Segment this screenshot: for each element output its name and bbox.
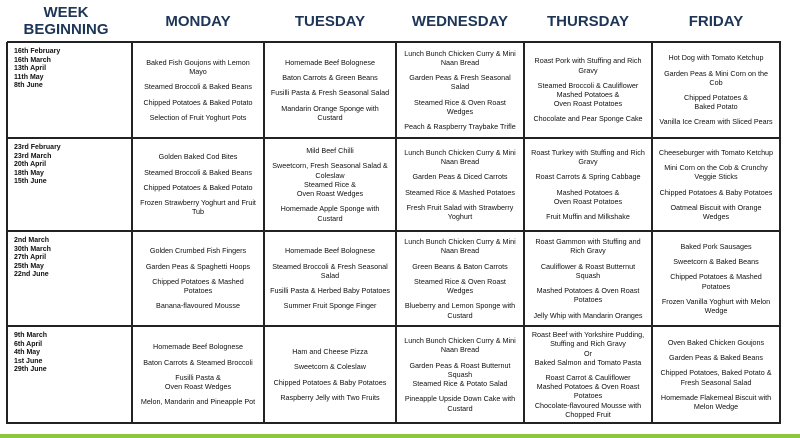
menu-item: Homemade Flakemeal Biscuit with Melon Wedge xyxy=(660,392,772,411)
menu-item: Sweetcorn & Baked Beans xyxy=(673,257,759,267)
menu-item: Raspberry Jelly with Two Fruits xyxy=(280,392,380,402)
menu-item: Summer Fruit Sponge Finger xyxy=(283,301,377,311)
menu-item: Roast Turkey with Stuffing and Rich Gravy xyxy=(531,147,645,167)
menu-item: Steamed Broccoli & Fresh Seasonal Salad xyxy=(272,261,388,280)
week-date: 2nd March xyxy=(14,237,50,244)
menu-cell xyxy=(530,328,646,421)
week-date: 16th February xyxy=(14,48,61,55)
menu-item: Baton Carrots & Steamed Broccoli xyxy=(143,357,253,367)
menu-item: Fusilli Pasta & Herbed Baby Potatoes xyxy=(270,286,390,296)
menu-cell xyxy=(138,328,258,421)
menu-item: Hot Dog with Tomato Ketchup xyxy=(668,53,764,63)
week-date: 9th March xyxy=(14,332,48,339)
menu-item: Garden Peas & Spaghetti Hoops xyxy=(145,261,251,271)
menu-cell xyxy=(658,233,774,324)
menu-cell xyxy=(138,44,258,136)
menu-cell xyxy=(658,328,774,421)
menu-item: Chipped Potatoes & Mashed Potatoes xyxy=(670,272,762,291)
week-date: 30th March xyxy=(14,245,51,253)
menu-item: Roast Carrots & Spring Cabbage xyxy=(535,172,641,182)
table-vertical-rule xyxy=(779,42,781,424)
menu-item: Steamed Rice & Mashed Potatoes xyxy=(405,187,515,197)
menu-item: Sweetcorn & Coleslaw xyxy=(294,362,366,372)
menu-item: Lunch Bunch Chicken Curry & Mini Naan Bread xyxy=(404,336,516,355)
menu-item: Homemade Apple Sponge with Custard xyxy=(280,204,380,223)
menu-cell xyxy=(270,328,390,421)
menu-item: Sweetcorn, Fresh Seasonal Salad & Coleslaw Steamed Rice & Oven Roast Wedges xyxy=(272,161,388,199)
menu-cell xyxy=(270,44,390,136)
week-date: 18th May xyxy=(14,169,44,177)
day-header-tuesday: TUESDAY xyxy=(294,12,366,30)
menu-item: Frozen Vanilla Yoghurt with Melon Wedge xyxy=(661,296,771,315)
menu-cell xyxy=(138,233,258,324)
menu-item: Roast Gammon with Stuffing and Rich Gravy xyxy=(535,237,641,256)
week-date: 16th March xyxy=(14,56,51,64)
week-date: 29th June xyxy=(14,366,47,374)
day-header-monday: MONDAY xyxy=(165,12,231,30)
menu-item: Roast Pork with Stuffing and Rich Gravy xyxy=(534,56,642,75)
menu-item: Lunch Bunch Chicken Curry & Mini Naan Bread xyxy=(404,48,516,67)
week-date: 13th April xyxy=(14,65,47,73)
menu-item: Chocolate and Pear Sponge Cake xyxy=(533,114,643,124)
menu-cell xyxy=(270,140,390,229)
menu-item: Garden Peas & Diced Carrots xyxy=(412,172,508,182)
menu-item: Steamed Rice & Oven Roast Wedges xyxy=(414,276,506,296)
menu-item: Fresh Fruit Salad with Strawberry Yoghurt xyxy=(406,202,514,221)
week-date: 27th April xyxy=(14,254,47,262)
table-vertical-rule xyxy=(651,42,653,424)
menu-item: Jelly Whip with Mandarin Oranges xyxy=(533,310,643,320)
menu-item: Mashed Potatoes & Oven Roast Potatoes xyxy=(553,187,623,206)
week-date: 22nd June xyxy=(14,271,49,279)
menu-item: Fusilli Pasta & Fresh Seasonal Salad xyxy=(270,88,390,98)
menu-item: Blueberry and Lemon Sponge with Custard xyxy=(404,301,516,320)
menu-cell xyxy=(402,44,518,136)
week-date: 23rd February xyxy=(14,144,61,151)
week-beginning-header xyxy=(0,0,132,42)
menu-item: Baked Pork Sausages xyxy=(680,241,752,251)
menu-item: Ham and Cheese Pizza xyxy=(292,347,368,357)
menu-item: Lunch Bunch Chicken Curry & Mini Naan Bread xyxy=(404,147,516,167)
menu-item: Garden Peas & Baked Beans xyxy=(669,353,763,363)
menu-item: Steamed Broccoli & Baked Beans xyxy=(144,167,252,177)
menu-item: Selection of Fruit Yoghurt Pots xyxy=(149,112,247,122)
menu-item: Roast Beef with Yorkshire Pudding, Stuffing and Rich Gravy Or Baked Salmon and Tomato Pasta xyxy=(531,330,645,367)
week-date: 11th May xyxy=(14,73,44,81)
menu-item: Steamed Rice & Oven Roast Wedges xyxy=(414,97,506,116)
menu-item: Chipped Potatoes & Baked Potato xyxy=(684,93,748,112)
menu-item: Chipped Potatoes & Baked Potato xyxy=(143,182,253,192)
week-dates-cell xyxy=(7,138,132,231)
table-vertical-rule xyxy=(523,42,525,424)
day-header-wednesday: WEDNESDAY xyxy=(411,12,509,30)
menu-cell xyxy=(530,140,646,229)
menu-item: Chipped Potatoes & Baked Potato xyxy=(143,97,253,107)
menu-item: Golden Baked Cod Bites xyxy=(158,152,238,162)
menu-item: Oatmeal Biscuit with Orange Wedges xyxy=(670,202,762,221)
menu-item: Vanilla Ice Cream with Sliced Pears xyxy=(659,117,773,127)
menu-item: Mandarin Orange Sponge with Custard xyxy=(281,103,379,122)
menu-item: Cauliflower & Roast Butternut Squash xyxy=(540,261,636,280)
week-date: 4th May xyxy=(14,349,41,357)
menu-cell xyxy=(270,233,390,324)
footer-accent-bar xyxy=(0,434,800,438)
menu-item: Homemade Beef Bolognese xyxy=(153,342,243,352)
menu-item: Cheeseburger with Tomato Ketchup xyxy=(658,147,774,157)
menu-item: Steamed Broccoli & Baked Beans xyxy=(144,82,252,92)
menu-item: Frozen Strawberry Yoghurt and Fruit Tub xyxy=(140,198,256,217)
menu-item: Baked Fish Goujons with Lemon Mayo xyxy=(146,57,250,77)
menu-item: Fruit Muffin and Milkshake xyxy=(546,211,630,221)
menu-cell xyxy=(530,233,646,324)
menu-item: Mashed Potatoes & Oven Roast Potatoes xyxy=(536,286,640,305)
menu-item: Banana-flavoured Mousse xyxy=(156,301,240,311)
menu-item: Fusilli Pasta & Oven Roast Wedges xyxy=(164,372,232,392)
table-vertical-rule xyxy=(395,42,397,424)
menu-item: Mini Corn on the Cob & Crunchy Veggie Sticks xyxy=(664,163,768,182)
menu-cell xyxy=(402,140,518,229)
menu-cell xyxy=(402,233,518,324)
menu-item: Chipped Potatoes & Baby Potatoes xyxy=(659,187,773,197)
menu-item: Homemade Beef Bolognese xyxy=(285,57,375,67)
week-date: 25th May xyxy=(14,262,44,270)
header-row xyxy=(0,0,800,42)
week-dates-cell xyxy=(7,326,132,423)
menu-item: Melon, Mandarin and Pineapple Pot xyxy=(140,397,256,407)
week-date: 15th June xyxy=(14,178,47,186)
menu-item: Garden Peas & Roast Butternut Squash Steamed Rice & Potato Salad xyxy=(409,360,511,389)
menu-item: Homemade Beef Bolognese xyxy=(285,246,375,256)
menu-item: Roast Carrot & Cauliflower Mashed Potatoes & Oven Roast Potatoes Chocolate-flavoured Mousse with Chopped Fruit xyxy=(534,372,642,419)
week-dates-cell xyxy=(7,231,132,326)
day-header-thursday: THURSDAY xyxy=(547,12,629,30)
week-date: 23rd March xyxy=(14,152,52,160)
menu-item: Peach & Raspberry Traybake Trifle xyxy=(404,122,516,131)
menu-cell xyxy=(530,44,646,136)
menu-item: Golden Crumbed Fish Fingers xyxy=(149,246,247,256)
menu-cell xyxy=(658,44,774,136)
menu-item: Chipped Potatoes & Baby Potatoes xyxy=(273,377,387,387)
week-header-line: WEEK xyxy=(43,4,89,21)
menu-item: Chipped Potatoes & Mashed Potatoes xyxy=(152,276,244,296)
week-date: 20th April xyxy=(14,161,47,169)
table-vertical-rule xyxy=(263,42,265,424)
menu-item: Oven Baked Chicken Goujons xyxy=(667,337,765,347)
day-header-friday: FRIDAY xyxy=(688,12,744,30)
week-header-line: BEGINNING xyxy=(23,21,109,38)
menu-cell xyxy=(658,140,774,229)
menu-item: Green Beans & Baton Carrots xyxy=(412,261,508,271)
menu-item: Lunch Bunch Chicken Curry & Mini Naan Bread xyxy=(404,237,516,256)
menu-item: Pineapple Upside Down Cake with Custard xyxy=(404,394,516,413)
menu-item: Garden Peas & Mini Corn on the Cob xyxy=(664,68,768,87)
menu-cell xyxy=(402,328,518,421)
week-date: 8th June xyxy=(14,82,43,90)
menu-item: Garden Peas & Fresh Seasonal Salad xyxy=(409,73,511,92)
menu-item: Baton Carrots & Green Beans xyxy=(282,73,378,83)
menu-item: Steamed Broccoli & Cauliflower Mashed Potatoes & Oven Roast Potatoes xyxy=(537,80,639,109)
menu-cell xyxy=(138,140,258,229)
week-date: 1st June xyxy=(14,357,43,365)
week-dates-cell xyxy=(7,42,132,138)
menu-item: Chipped Potatoes, Baked Potato & Fresh Seasonal Salad xyxy=(660,368,772,387)
menu-item: Mild Beef Chilli xyxy=(306,146,354,156)
week-date: 6th April xyxy=(14,340,43,348)
